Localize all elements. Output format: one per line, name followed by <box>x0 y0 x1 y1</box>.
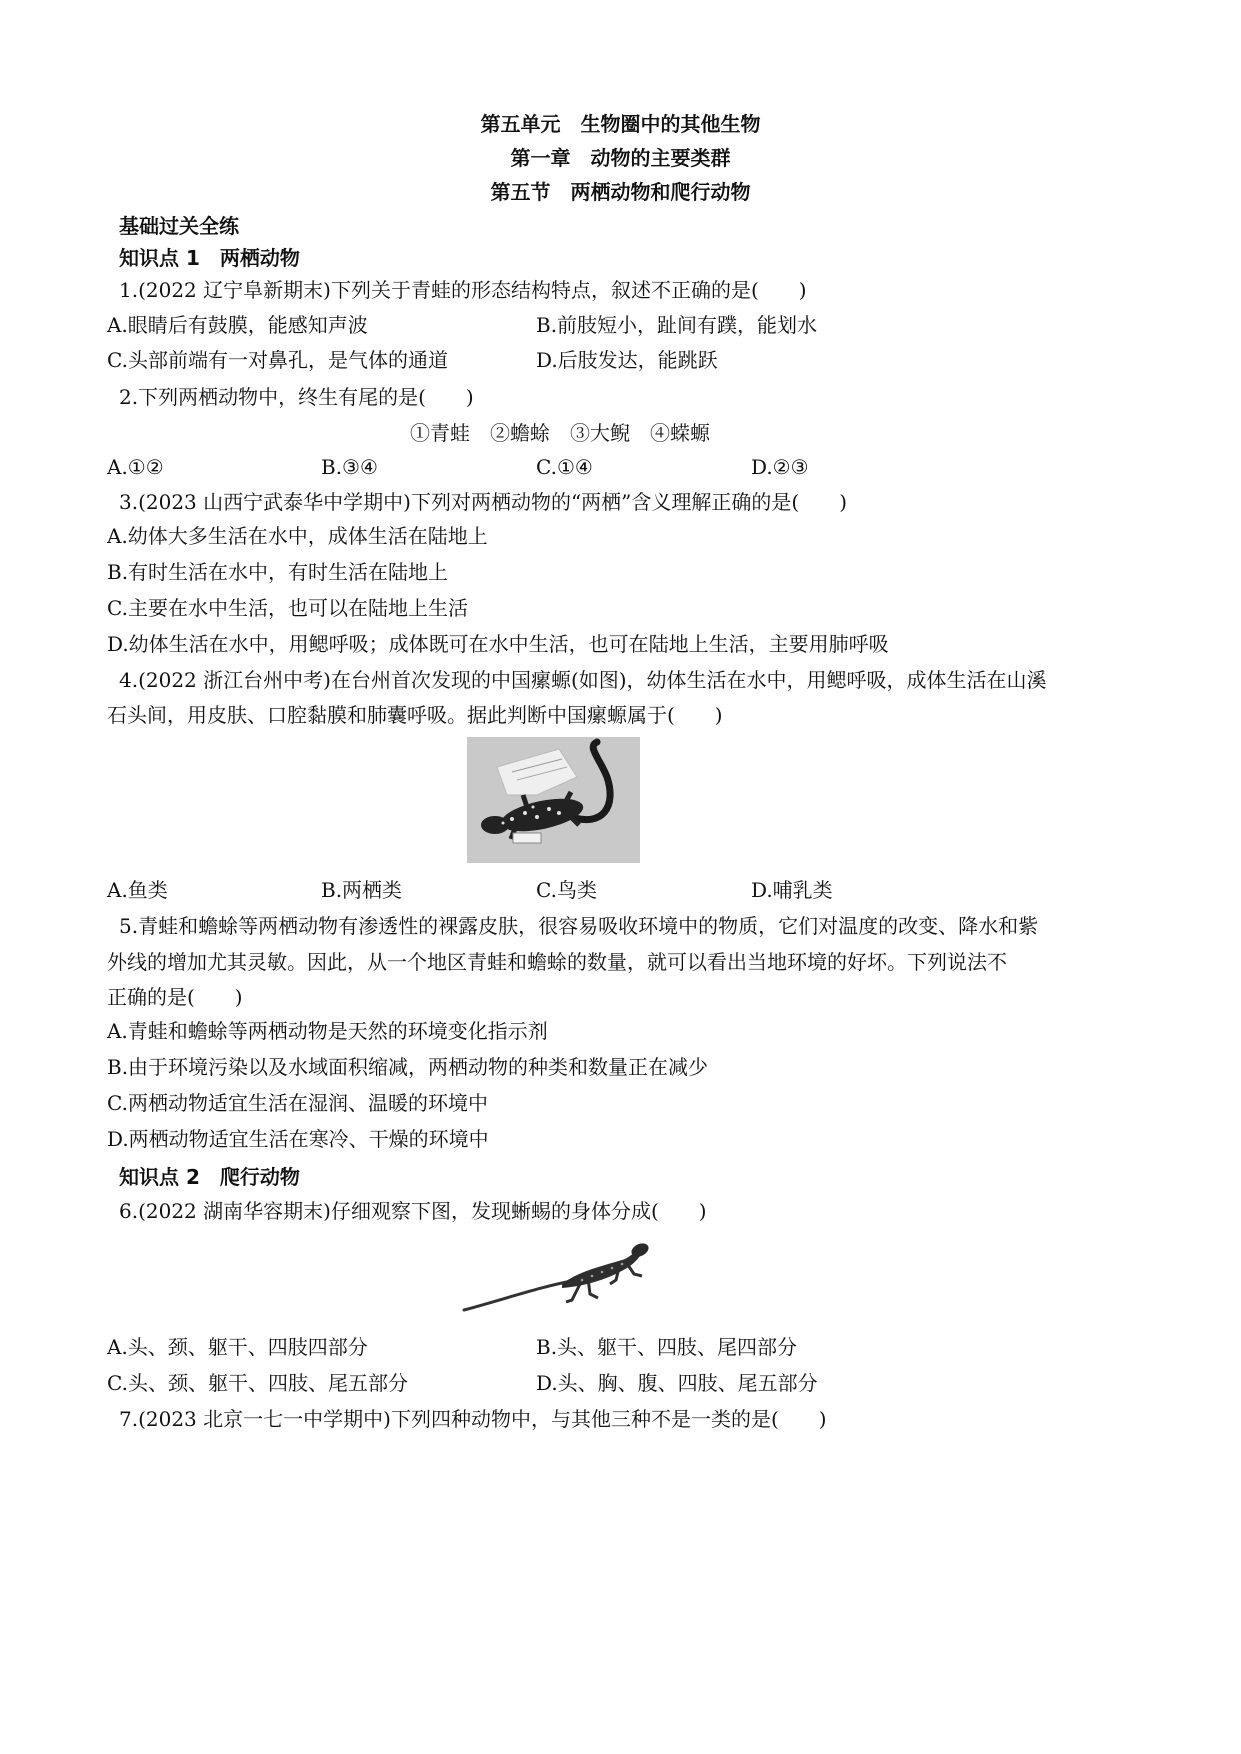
question-4-stem-line-2: 石头间，用皮肤、口腔黏膜和肺囊呼吸。据此判断中国瘰螈属于( ) <box>107 703 723 727</box>
question-5-option-c: C.两栖动物适宜生活在湿润、温暖的环境中 <box>107 1091 488 1115</box>
question-3-stem: 3.(2023 山西宁武泰华中学期中)下列对两栖动物的“两栖”含义理解正确的是( ) <box>119 490 847 514</box>
knowledge-point-1-heading: 知识点 1 两栖动物 <box>119 246 300 270</box>
question-2-option-a: A.①② <box>107 455 164 479</box>
question-5-option-b: B.由于环境污染以及水域面积缩减，两栖动物的种类和数量正在减少 <box>107 1055 709 1079</box>
question-1-option-a: A.眼睛后有鼓膜，能感知声波 <box>107 313 368 337</box>
unit-title: 第五单元 生物圈中的其他生物 <box>480 112 761 136</box>
section-title: 第五节 两栖动物和爬行动物 <box>490 180 751 204</box>
question-5-stem-line-2: 外线的增加尤其灵敏。因此，从一个地区青蛙和蟾蜍的数量，就可以看出当地环境的好坏。下列说法不 <box>107 950 1007 974</box>
question-5-option-d: D.两栖动物适宜生活在寒冷、干燥的环境中 <box>107 1127 489 1151</box>
question-1-option-b: B.前肢短小，趾间有蹼，能划水 <box>536 313 818 337</box>
question-4-option-c: C.鸟类 <box>536 878 597 902</box>
question-4-option-d: D.哺乳类 <box>751 878 833 902</box>
question-3-option-a: A.幼体大多生活在水中，成体生活在陆地上 <box>107 524 488 548</box>
question-3-option-b: B.有时生活在水中，有时生活在陆地上 <box>107 560 449 584</box>
question-1-stem: 1.(2022 辽宁阜新期末)下列关于青蛙的形态结构特点，叙述不正确的是( ) <box>119 278 807 302</box>
question-4-option-a: A.鱼类 <box>107 878 168 902</box>
question-2-option-d: D.②③ <box>751 455 809 479</box>
question-5-option-a: A.青蛙和蟾蜍等两栖动物是天然的环境变化指示剂 <box>107 1019 548 1043</box>
question-6-option-b: B.头、躯干、四肢、尾四部分 <box>536 1335 798 1359</box>
question-6-option-a: A.头、颈、躯干、四肢四部分 <box>107 1335 368 1359</box>
chapter-title: 第一章 动物的主要类群 <box>510 146 731 170</box>
knowledge-point-2-heading: 知识点 2 爬行动物 <box>119 1165 300 1189</box>
question-6-stem: 6.(2022 湖南华容期末)仔细观察下图，发现蜥蜴的身体分成( ) <box>119 1199 707 1223</box>
question-3-option-d: D.幼体生活在水中，用鳃呼吸；成体既可在水中生活，也可在陆地上生活，主要用肺呼吸 <box>107 632 889 656</box>
question-1-option-c: C.头部前端有一对鼻孔，是气体的通道 <box>107 348 448 372</box>
question-2-items: ①青蛙 ②蟾蜍 ③大鲵 ④蝾螈 <box>410 421 710 445</box>
practice-heading: 基础过关全练 <box>119 214 239 238</box>
question-1-option-d: D.后肢发达，能跳跃 <box>536 348 718 372</box>
question-2-stem: 2.下列两栖动物中，终生有尾的是( ) <box>119 385 474 409</box>
question-4-stem-line-1: 4.(2022 浙江台州中考)在台州首次发现的中国瘰螈(如图)，幼体生活在水中，用鳃呼吸，成体生活在山溪 <box>119 668 1047 692</box>
lizard-photo <box>462 1238 652 1314</box>
question-6-option-d: D.头、胸、腹、四肢、尾五部分 <box>536 1371 818 1395</box>
question-2-option-b: B.③④ <box>321 455 378 479</box>
question-2-option-c: C.①④ <box>536 455 593 479</box>
question-6-option-c: C.头、颈、躯干、四肢、尾五部分 <box>107 1371 408 1395</box>
question-3-option-c: C.主要在水中生活，也可以在陆地上生活 <box>107 596 468 620</box>
question-7-stem: 7.(2023 北京一七一中学期中)下列四种动物中，与其他三种不是一类的是( ) <box>119 1407 827 1431</box>
question-5-stem-line-3: 正确的是( ) <box>107 985 243 1009</box>
question-4-option-b: B.两栖类 <box>321 878 403 902</box>
salamander-photo <box>467 737 640 863</box>
question-5-stem-line-1: 5.青蛙和蟾蜍等两栖动物有渗透性的裸露皮肤，很容易吸收环境中的物质，它们对温度的改变、降水和紫 <box>119 914 1039 938</box>
